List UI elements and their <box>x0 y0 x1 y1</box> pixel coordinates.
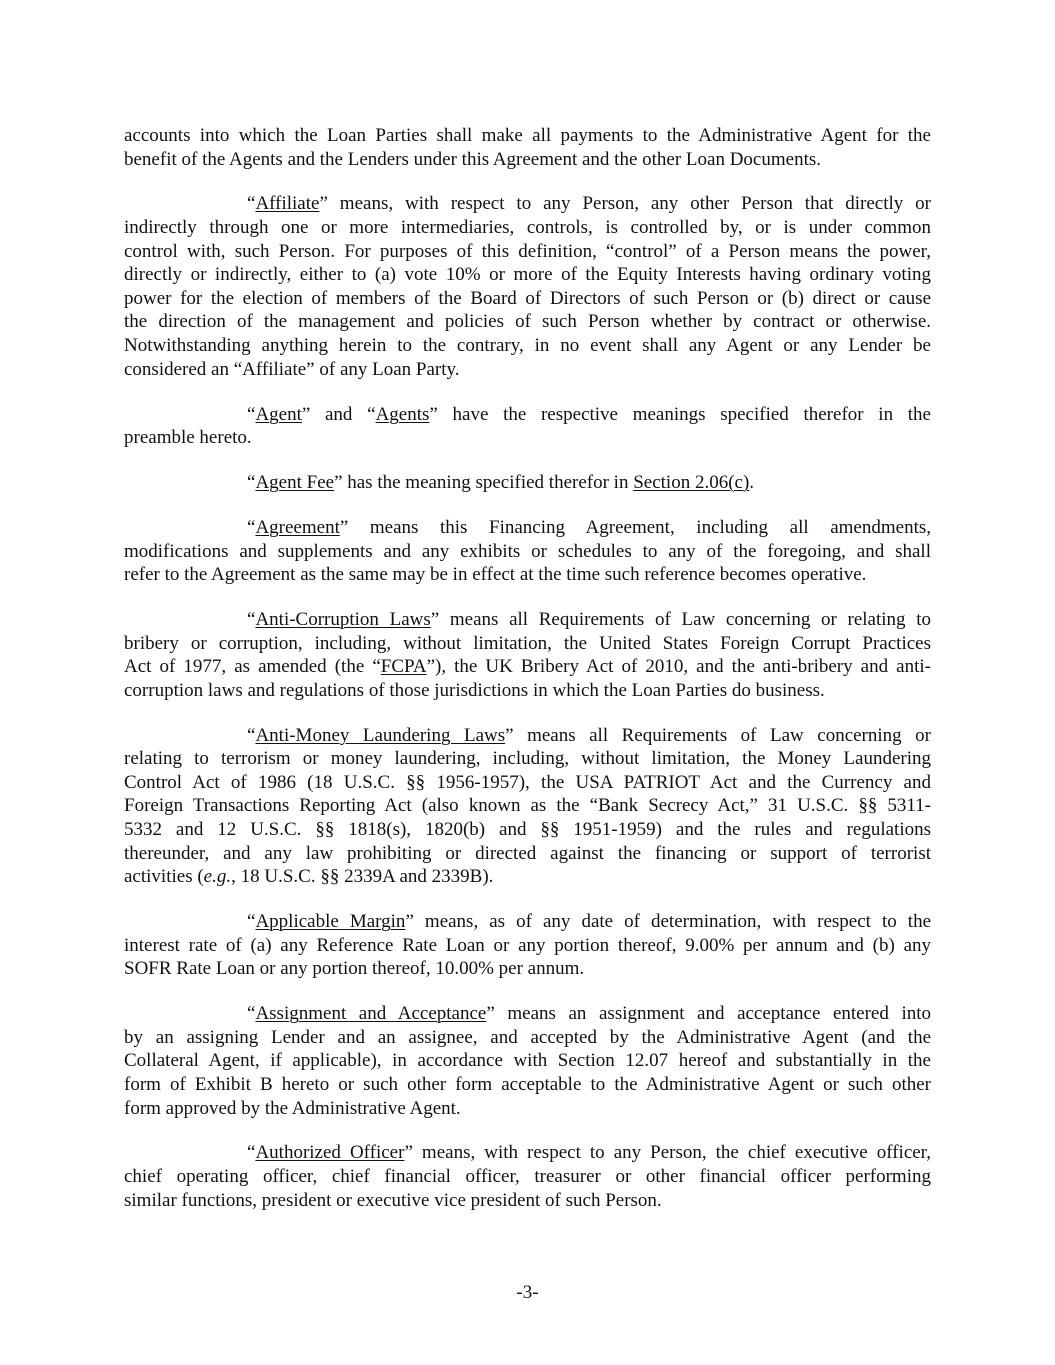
text-segment: preamble hereto. <box>124 427 252 449</box>
text-line <box>124 608 931 632</box>
text-line <box>124 910 931 934</box>
text-line <box>124 403 931 427</box>
text-line <box>124 865 931 889</box>
text-segment: “ <box>247 472 256 494</box>
text-line <box>124 334 931 358</box>
text-line <box>124 426 931 450</box>
text-line <box>124 540 931 564</box>
definition-paragraph <box>124 608 931 702</box>
text-line <box>124 1097 931 1121</box>
text-segment: Foreign Transactions Reporting Act (also known as the “Bank Secrecy Act,” 31 U.S.C. §§ 5311- <box>124 795 931 817</box>
definition-paragraph <box>124 1002 931 1120</box>
text-segment: SOFR Rate Loan or any portion thereof, 10.00% per annum. <box>124 958 585 980</box>
text-segment: activities ( <box>124 866 204 888</box>
defined-term: Anti-Corruption Laws <box>255 608 431 630</box>
text-segment: 5332 and 12 U.S.C. §§ 1818(s), 1820(b) and §§ 1951-1959) and the rules and regulations <box>124 819 931 841</box>
text-segment: ” and “ <box>301 403 376 425</box>
defined-term: Anti-Money Laundering Laws <box>255 724 506 746</box>
text-segment: corruption laws and regulations of those jurisdictions in which the Loan Parties do business. <box>124 679 825 701</box>
text-segment: . <box>749 472 755 494</box>
text-segment: form approved by the Administrative Agent. <box>124 1097 461 1119</box>
text-line <box>124 1002 931 1026</box>
text-line <box>124 679 931 703</box>
text-line <box>124 1189 931 1213</box>
text-segment: benefit of the Agents and the Lenders under this Agreement and the other Loan Documents. <box>124 148 821 170</box>
text-segment: interest rate of (a) any Reference Rate Loan or any portion thereof, 9.00% per annum and (b) any <box>124 934 931 956</box>
text-line <box>124 358 931 382</box>
text-line <box>124 1141 931 1165</box>
text-line <box>124 263 931 287</box>
text-line <box>124 240 931 264</box>
text-line <box>124 192 931 216</box>
text-segment: “ <box>247 911 256 933</box>
text-line <box>124 724 931 748</box>
defined-term: Agent <box>255 403 302 425</box>
text-segment: “ <box>247 516 256 538</box>
text-line <box>124 655 931 679</box>
defined-term: Applicable Margin <box>255 911 406 933</box>
defined-term: Assignment and Acceptance <box>255 1003 487 1025</box>
text-segment: “ <box>247 724 256 746</box>
text-line <box>124 818 931 842</box>
text-segment: ” means this Financing Agreement, including all amendments, <box>339 516 931 538</box>
defined-term: Agreement <box>255 516 340 538</box>
text-segment: form of Exhibit B hereto or such other form acceptable to the Administrative Agent or such other <box>124 1073 931 1095</box>
text-segment: similar functions, president or executive vice president of such Person. <box>124 1189 662 1211</box>
text-segment: “ <box>247 193 256 215</box>
text-segment: ” means, with respect to any Person, any other Person that directly or <box>319 193 931 215</box>
text-segment: Notwithstanding anything herein to the contrary, in no event shall any Agent or any Lender be <box>124 335 931 357</box>
definition-paragraph <box>124 471 931 495</box>
text-segment: “ <box>247 1142 256 1164</box>
text-segment: “ <box>247 1003 256 1025</box>
text-segment: ” means, with respect to any Person, the chief executive officer, <box>404 1142 931 1164</box>
text-line <box>124 747 931 771</box>
definition-paragraph <box>124 124 931 171</box>
text-segment: relating to terrorism or money laundering, including, without limitation, the Money Laundering <box>124 748 931 770</box>
text-segment: thereunder, and any law prohibiting or directed against the financing or support of terrorist <box>124 842 931 864</box>
text-segment: the direction of the management and policies of such Person whether by contract or otherwise. <box>124 311 931 333</box>
text-segment: bribery or corruption, including, without limitation, the United States Foreign Corrupt Practices <box>124 632 931 654</box>
text-segment: considered an “Affiliate” of any Loan Party. <box>124 358 460 380</box>
text-line <box>124 471 931 495</box>
text-line <box>124 957 931 981</box>
text-segment: power for the election of members of the Board of Directors of such Person or (b) direct or cause <box>124 287 931 309</box>
text-segment: ”), the UK Bribery Act of 2010, and the anti-bribery and anti- <box>426 656 931 678</box>
definition-paragraph <box>124 724 931 889</box>
text-segment: ” means, as of any date of determination, with respect to the <box>405 911 932 933</box>
italic-text: e.g. <box>203 866 232 888</box>
document-body <box>124 124 931 1234</box>
text-segment: Collateral Agent, if applicable), in accordance with Section 12.07 hereof and substantially in the <box>124 1050 931 1072</box>
text-segment: Act of 1977, as amended (the “ <box>124 656 381 678</box>
text-segment: refer to the Agreement as the same may be in effect at the time such reference becomes operative. <box>124 564 867 586</box>
definition-paragraph <box>124 1141 931 1212</box>
defined-term: Authorized Officer <box>255 1142 405 1164</box>
text-segment: ” has the meaning specified therefor in <box>334 472 634 494</box>
text-line <box>124 1026 931 1050</box>
text-segment: ” means all Requirements of Law concerning or relating to <box>430 608 931 630</box>
text-segment: control with, such Person. For purposes of this definition, “control” of a Person means the power, <box>124 240 931 262</box>
text-segment: , 18 U.S.C. §§ 2339A and 2339B). <box>231 866 494 888</box>
text-segment: “ <box>247 608 256 630</box>
text-segment: chief operating officer, chief financial officer, treasurer or other financial officer performing <box>124 1166 931 1188</box>
text-line <box>124 794 931 818</box>
text-segment: indirectly through one or more intermediaries, controls, is controlled by, or is under common <box>124 217 931 239</box>
defined-term: Affiliate <box>255 193 320 215</box>
page-number: -3- <box>516 1282 539 1303</box>
text-segment: ” have the respective meanings specified therefor in the <box>429 403 931 425</box>
definition-paragraph <box>124 403 931 450</box>
text-line <box>124 771 931 795</box>
definition-paragraph <box>124 192 931 381</box>
text-line <box>124 842 931 866</box>
text-line <box>124 632 931 656</box>
text-line <box>124 563 931 587</box>
definition-paragraph <box>124 516 931 587</box>
defined-term: FCPA <box>380 656 427 678</box>
defined-term: Agents <box>375 403 430 425</box>
text-line <box>124 1073 931 1097</box>
text-segment: modifications and supplements and any exhibits or schedules to any of the foregoing, and shall <box>124 540 931 562</box>
text-segment: by an assigning Lender and an assignee, and accepted by the Administrative Agent (and the <box>124 1026 931 1048</box>
text-segment: ” means an assignment and acceptance entered into <box>486 1003 931 1025</box>
definition-paragraph <box>124 910 931 981</box>
text-segment: directly or indirectly, either to (a) vote 10% or more of the Equity Interests having ordinary voting <box>124 264 931 286</box>
text-segment: accounts into which the Loan Parties shall make all payments to the Administrative Agent for the <box>124 125 931 146</box>
text-segment: Control Act of 1986 (18 U.S.C. §§ 1956-1957), the USA PATRIOT Act and the Currency and <box>124 771 931 793</box>
text-segment: “ <box>247 403 256 425</box>
text-line <box>124 516 931 540</box>
defined-term: Agent Fee <box>255 472 335 494</box>
text-line <box>124 124 931 148</box>
text-line <box>124 934 931 958</box>
text-line <box>124 1165 931 1189</box>
defined-term: Section 2.06(c) <box>633 472 750 494</box>
text-line <box>124 287 931 311</box>
text-line <box>124 148 931 172</box>
text-line <box>124 1049 931 1073</box>
text-line <box>124 216 931 240</box>
text-segment: ” means all Requirements of Law concerning or <box>505 724 931 746</box>
text-line <box>124 310 931 334</box>
